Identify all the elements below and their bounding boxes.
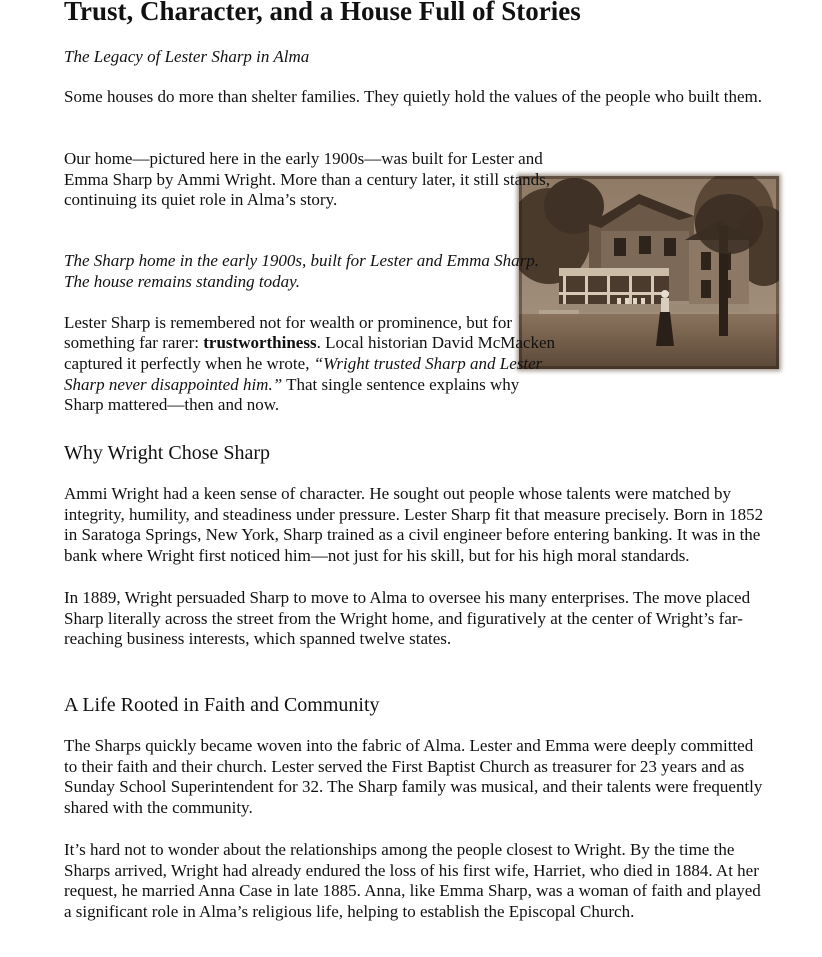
home-paragraph: Our home—pictured here in the early 1900s—was built for Lester and Emma Sharp by Ammi Wright. More than a century later, it still stands, continuing its quiet role in Alma’s story. [64,149,551,210]
article-subtitle: The Legacy of Lester Sharp in Alma [64,47,310,66]
article-title: Trust, Character, and a House Full of Stories [64,0,581,26]
wright-quote: “Wright trusted Sharp and Lester Sharp never disappointed him.” [64,353,543,394]
trust-bold-word: trustworthiness [203,333,317,353]
faith-paragraph-1: The Sharps quickly became woven into the fabric of Alma. Lester and Emma were deeply committed to their faith and their church. Lester served the First Baptist Church as treasurer for 23 years and as Sunday School Superintendent for 32. The Sharp family was musical, and their talents were frequently shared with the community. [64,736,763,818]
float-section [64,149,768,416]
photo-float-spacer [558,171,768,377]
trust-text-before: Lester Sharp is remembered not for wealth or prominence, but for something far rarer: [64,312,512,353]
section-heading-why-wright: Why Wright Chose Sharp [64,442,271,464]
section-why-wright [64,484,768,650]
intro-paragraph: Some houses do more than shelter families. They quietly hold the values of the people who built them. [64,87,762,106]
photo-caption: The Sharp home in the early 1900s, built for Lester and Emma Sharp. The house remains standing today. [64,251,540,291]
trust-text-middle: . Local historian David McMacken captured it perfectly when he wrote, [64,333,555,373]
why-wright-paragraph-1: Ammi Wright had a keen sense of character. He sought out people whose talents were matched by integrity, humility, and steadiness under pressure. Lester Sharp fit that measure precisely. Born in 1852 in Saratoga Springs, New York, Sharp trained as a civil engineer before entering banking. It was in the bank where Wright first noticed him—not just for his skill, but for his high moral standards. [64,484,764,566]
section-faith [64,736,768,923]
faith-paragraph-2: It’s hard not to wonder about the relationships among the people closest to Wright. By the time the Sharps arrived, Wright had already endured the loss of his first wife, Harriet, who died in 1884. At her request, he married Anna Case in late 1885. Anna, like Emma Sharp, was a woman of faith and played a significant role in Alma’s religious life, helping to establish the Episcopal Church. [64,839,761,921]
why-wright-paragraph-2: In 1889, Wright persuaded Sharp to move to Alma to oversee his many enterprises. The move placed Sharp literally across the street from the Wright home, and figuratively at the center of Wright’s far-reaching business interests, which spanned twelve states. [64,587,751,649]
trust-text-after: That single sentence explains why Sharp mattered—then and now. [64,374,520,415]
article-body-top [64,87,768,108]
section-heading-faith: A Life Rooted in Faith and Community [64,694,380,716]
